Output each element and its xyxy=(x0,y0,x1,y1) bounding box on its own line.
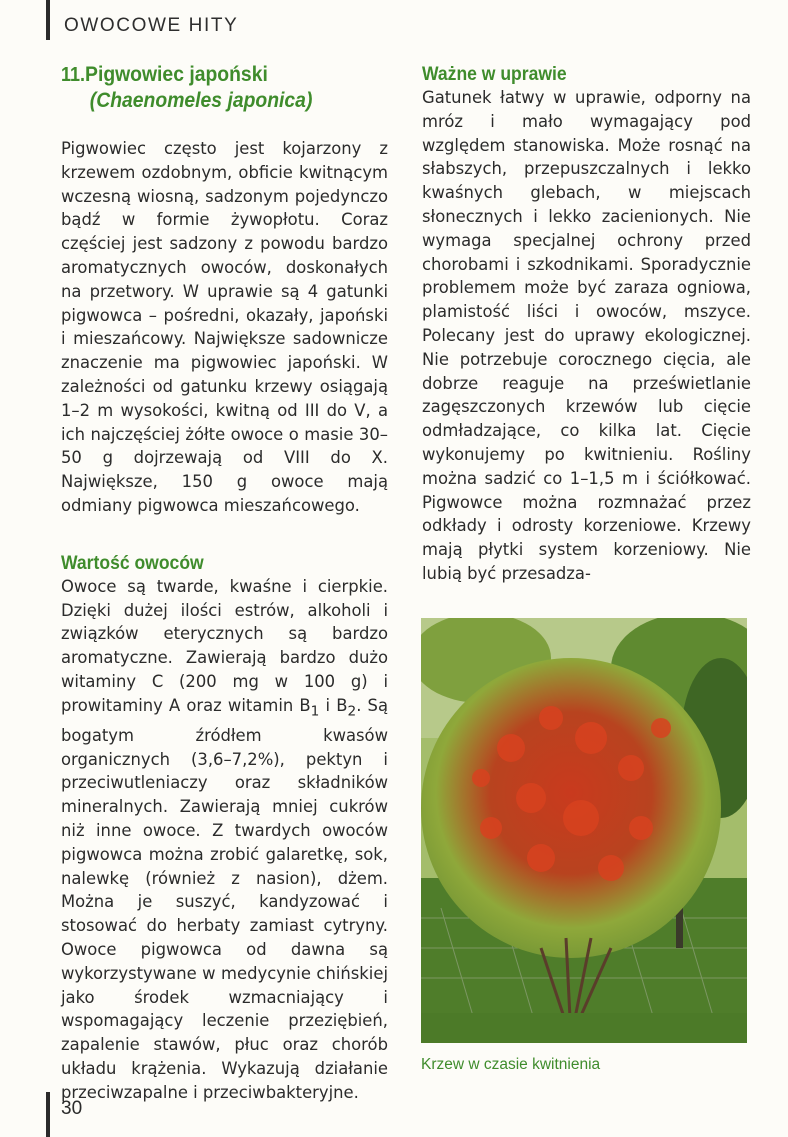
left-column xyxy=(61,62,388,1105)
section-heading-cultivation: Ważne w uprawie xyxy=(422,63,567,85)
article-title xyxy=(61,62,355,88)
right-column xyxy=(422,62,751,586)
flowering-shrub-image xyxy=(421,618,747,1043)
subscript-1: 1 xyxy=(310,703,320,720)
section-running-title: OWOCOWE HITY xyxy=(64,15,239,36)
cultivation-paragraph: Gatunek łatwy w uprawie, odporny na mróz i mało wymagający pod względem stanowiska. Może rosnąć na słabszych, przepuszczalnych i lekko kwaśnych glebach, w miejscach słonecznych i lekko zacienionych. Nie wymaga specjalnej ochrony przed chorobami i szkodnikami. Sporadycznie problemem może być zaraza ogniowa, plamistość liści i owoców, mszyce. Polecany jest do uprawy ekologicznej. Nie potrzebuje corocznego cięcia, ale dobrze reaguje na prześwietlanie zagęszczonych krzewów lub cięcie odmładzające, co kilka lat. Cięcie wykonujemy po kwitnieniu. Rośliny można sadzić co 1–1,5 m i ściółkować. Pigwowce można rozmnażać przez odkłady i odrosty korzeniowe. Krzewy mają płytki system korzeniowy. Nie lubią być przesadza- xyxy=(422,88,751,583)
footer-rule xyxy=(46,1092,50,1137)
photo-caption: Krzew w czasie kwitnienia xyxy=(421,1056,601,1073)
article-latin-name: (Chaenomeles japonica) xyxy=(89,88,313,112)
section-heading-fruit-value: Wartość owoców xyxy=(61,551,204,574)
subscript-2: 2 xyxy=(347,703,357,720)
header-rule xyxy=(46,0,50,40)
intro-paragraph: Pigwowiec często jest kojarzony z krzewem ozdobnym, obficie kwitnącym wczesną wiosną, sadzonym pojedynczo bądź w formie żywopłotu. Coraz częściej jest sadzony z powodu bardzo aromatycznych owoców, doskonałych na przetwory. W uprawie są 4 gatunki pigwowca – pośredni, okazały, japoński i mieszańcowy. Największe sadownicze znaczenie ma pigwowiec japoński. W zależności od gatunku krzewy osiągają 1–2 m wysokości, kwitną od III do V, a ich najczęściej żółte owoce o masie 30–50 g dojrzewają od VIII do X. Największe, 150 g owoce mają odmiany pigwowca mieszańcowego. xyxy=(61,139,388,515)
fruit-value-paragraph: Owoce są twarde, kwaśne i cierpkie. Dzięki dużej ilości estrów, alkoholi i związków eterycznych są bardzo aromatyczne. Zawierają bardzo dużo witaminy C (200 mg w 100 g) i prowitaminy A oraz witamin $B_1$ i $B_2$. Są bogatym źródłem kwasów organicznych (3,6–7,2%), pektyn i przeciwutleniaczy oraz składników mineralnych. Zawierają mniej cukrów niż inne owoce. Z twardych owoców pigwowca można zrobić galaretkę, sok, nalewkę (również z nasion), dżem. Można je suszyć, kandyzować i stosować do herbaty zamiast cytryny. Owoce pigwowca od dawna są wykorzystywane w medycynie chińskiej jako środek wzmacniający i wspomagający leczenie przeziębień, zapalenie stawów, płuc oraz chorób układu krążenia. Wykazują działanie przeciwzapalne i przeciwbakteryjne. xyxy=(61,576,388,1102)
shrub-photo xyxy=(421,618,747,1043)
page-number: 30 xyxy=(61,1098,83,1119)
article-title-text: Pigwowiec japoński xyxy=(85,62,268,86)
article-number: 11. xyxy=(61,64,86,86)
